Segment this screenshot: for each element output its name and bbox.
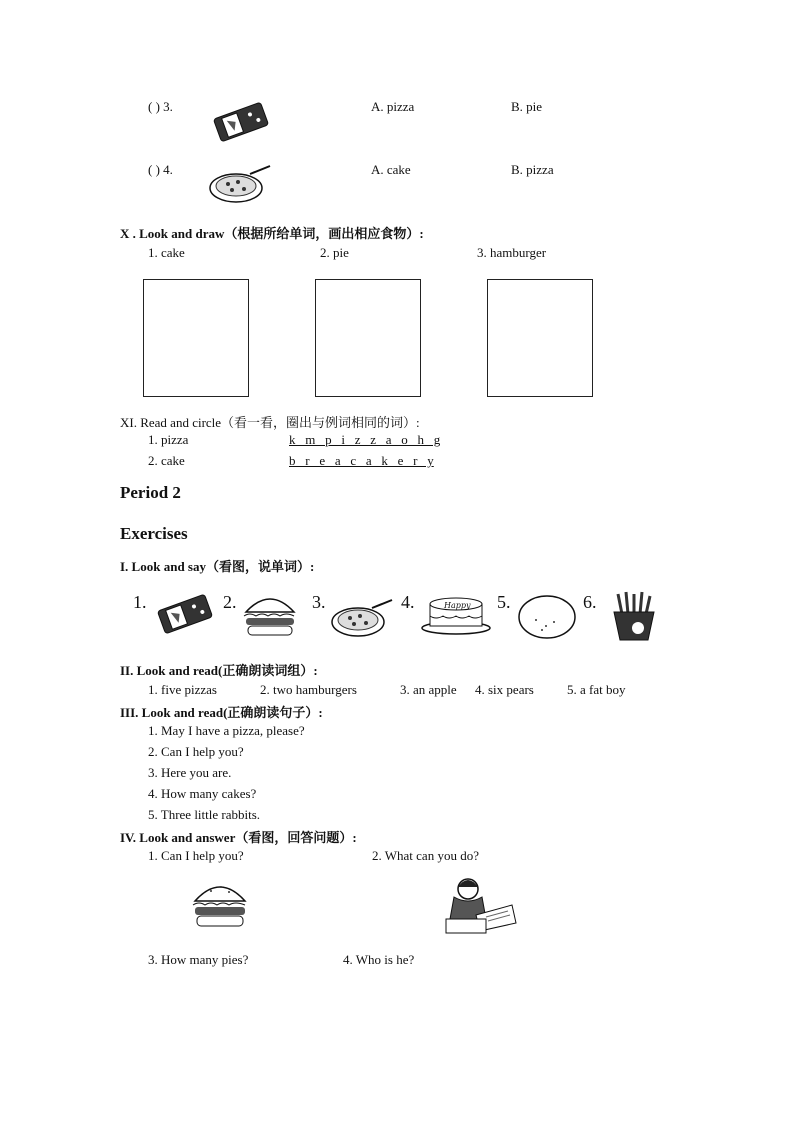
hamburger-icon (191, 877, 249, 931)
circle-word-pizza: 1. pizza (148, 432, 189, 447)
lemon-icon (516, 592, 578, 642)
picture-number-1: 1. (133, 592, 147, 612)
section-iv-title: IV. Look and answer（看图，回答问题）: (120, 830, 357, 845)
question-4-option-a: A. cake (371, 162, 411, 177)
question-can-i-help: 1. Can I help you? (148, 848, 244, 863)
section-ii-title: II. Look and read(正确朗读词组）: (120, 663, 318, 678)
section-i-title: I. Look and say（看图，说单词）: (120, 559, 315, 574)
pie-icon (156, 590, 214, 638)
phrase-4: 4. six pears (475, 682, 534, 697)
drawing-box-hamburger[interactable] (487, 279, 593, 397)
hamburger-icon (242, 590, 298, 640)
picture-number-2: 2. (223, 592, 237, 612)
question-3-option-a: A. pizza (371, 99, 415, 114)
picture-number-4: 4. (401, 592, 415, 612)
phrase-5: 5. a fat boy (567, 682, 626, 697)
phrase-3: 3. an apple (400, 682, 457, 697)
picture-number-5: 5. (497, 592, 511, 612)
pie-icon (212, 98, 270, 146)
exercises-heading: Exercises (120, 524, 188, 543)
picture-number-6: 6. (583, 592, 597, 612)
sentence-5: 5. Three little rabbits. (148, 807, 261, 822)
pizza-icon (208, 162, 274, 206)
sentence-3: 3. Here you are. (148, 765, 232, 780)
cake-happy-text: Happy (444, 601, 471, 610)
sentence-4: 4. How many cakes? (148, 786, 257, 801)
section-iii-title: III. Look and read(正确朗读句子）: (120, 705, 323, 720)
question-who-is-he: 4. Who is he? (343, 952, 415, 967)
section-xi-title: XI. Read and circle（看一看，圈出与例词相同的词）: (120, 415, 420, 430)
girl-drawing-icon (446, 875, 518, 935)
question-how-many-pies: 3. How many pies? (148, 952, 249, 967)
letter-row-pizza[interactable]: k m p i z z a o h g (289, 432, 441, 447)
drawing-box-cake[interactable] (143, 279, 249, 397)
question-3-number: ( ) 3. (148, 99, 173, 114)
letter-row-cake[interactable]: b r e a c a k e r y (289, 453, 434, 468)
period-heading: Period 2 (120, 483, 181, 502)
draw-item-cake: 1. cake (148, 245, 185, 260)
circle-word-cake: 2. cake (148, 453, 185, 468)
phrase-1: 1. five pizzas (148, 682, 217, 697)
cake-icon (420, 592, 492, 636)
pizza-icon (330, 596, 396, 640)
question-4-option-b: B. pizza (511, 162, 554, 177)
question-what-can-you-do: 2. What can you do? (372, 848, 479, 863)
section-x-title: X . Look and draw（根据所给单词，画出相应食物）: (120, 226, 424, 241)
fries-icon (606, 590, 662, 642)
draw-item-hamburger: 3. hamburger (477, 245, 547, 260)
question-3-option-b: B. pie (511, 99, 543, 114)
phrase-2: 2. two hamburgers (260, 682, 357, 697)
picture-number-3: 3. (312, 592, 326, 612)
draw-item-pie: 2. pie (320, 245, 349, 260)
question-4-number: ( ) 4. (148, 162, 173, 177)
sentence-1: 1. May I have a pizza, please? (148, 723, 305, 738)
sentence-2: 2. Can I help you? (148, 744, 244, 759)
drawing-box-pie[interactable] (315, 279, 421, 397)
